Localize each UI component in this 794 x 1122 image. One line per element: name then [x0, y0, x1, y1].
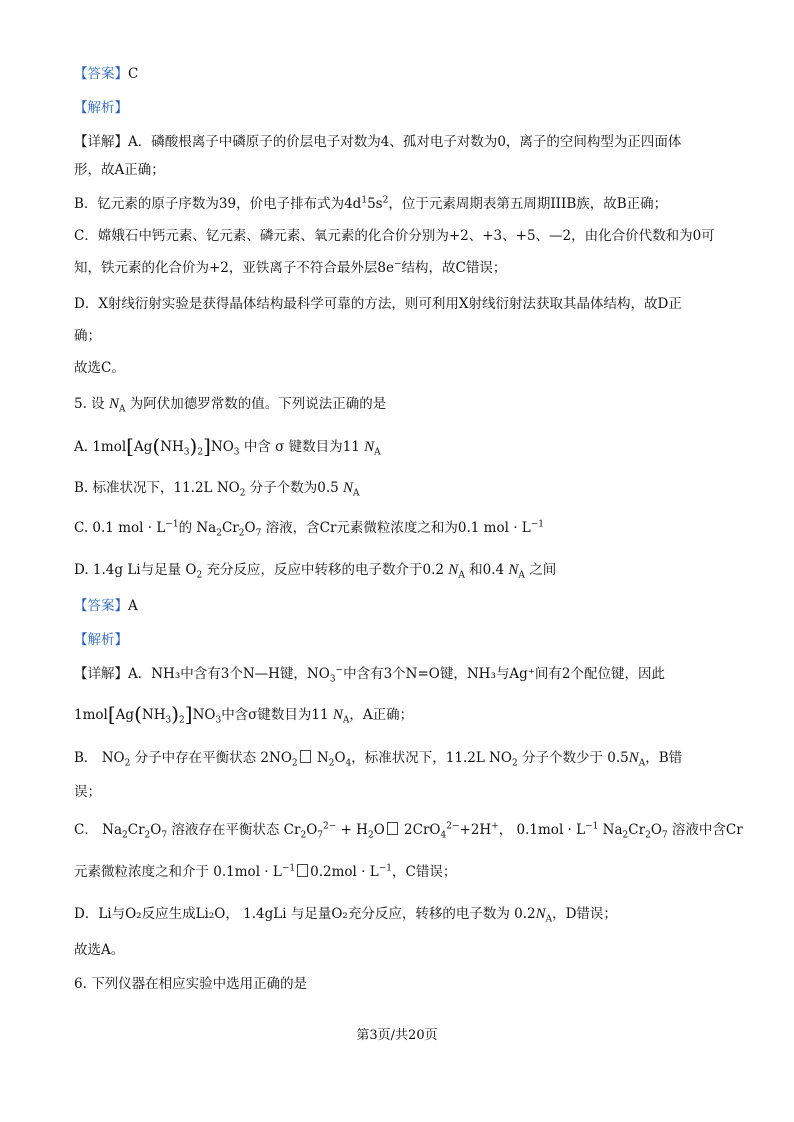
q5-answer-line: 【答案】A — [74, 598, 138, 614]
q5-detail-c-1: C． $Na_2Cr_2O_7$ 溶液存在平衡状态 $Cr_2O_7^{2-} + H_2O$ 2CrO$_4^{2-}$+2H+， $0.1mol \cdot L^{-1}$ $Na_2Cr_2O_7$ 溶液中含Cr — [74, 821, 743, 841]
q4-detail-a-1: 【详解】A．磷酸根离子中磷原子的价层电子对数为4、孤对电子对数为0，离子的空间构型为正四面体 — [74, 134, 682, 150]
q4-answer-line — [74, 64, 734, 84]
q4-detail-c-1: C．嫦娥石中钙元素、钇元素、磷元素、氧元素的化合价分别为+2、+3、+5、—2，由化合价代数和为0可 — [74, 228, 715, 244]
answer-label: 【答案】 — [74, 66, 128, 82]
q5-analysis-line: 【解析】 — [74, 632, 128, 648]
q5-option-b: B. 标准状况下，11.2L $NO_2$ 分子个数为0.5 $N_A$ — [74, 480, 360, 499]
q5-answer-value: A — [128, 598, 138, 614]
q4-analysis-line — [74, 98, 734, 118]
q4-detail-c-2: 知，铁元素的化合价为+2，亚铁离子不符合最外层8e−结构，故C错误； — [74, 259, 507, 276]
q5-detail-a-1: 【详解】A．NH₃中含有3个N—H键，$NO_3^-$中含有3个N=O键，NH₃与Ag⁺间有2个配位键，因此 — [74, 665, 665, 685]
q5-option-a: A. $1mol[Ag(NH_3)_2]NO_3$ 中含 σ 键数目为11 $N_A$ — [74, 434, 381, 458]
q5-detail-a-2: $1mol[Ag(NH_3)_2]NO_3$中含σ键数目为11 $N_A$，A正确； — [74, 702, 414, 726]
equilibrium-arrow-icon — [300, 750, 311, 763]
q4-detail-a-2: 形，故A正确； — [74, 162, 165, 178]
detail-label: 【详解】 — [74, 134, 128, 150]
q4-conclusion: 故选C。 — [74, 360, 125, 376]
q6-stem: 6. 下列仪器在相应实验中选用正确的是 — [74, 976, 308, 992]
equilibrium-arrow-icon — [387, 822, 398, 835]
q5-option-c: C. 0.1 mol · $L^{-1}$的 $Na_2Cr_2O_7$ 溶液，含Cr元素微粒浓度之和为0.1 mol · $L^{-1}$ — [74, 519, 545, 539]
q4-detail-d-2: 确； — [74, 328, 101, 344]
q5-option-d: D. 1.4g Li与足量 $O_2$ 充分反应，反应中转移的电子数介于0.2 $N_A$ 和0.4 $N_A$ 之间 — [74, 562, 557, 581]
q5-conclusion: 故选A。 — [74, 942, 125, 958]
q5-detail-b-1: B． $NO_2$ 分子中存在平衡状态 $2NO_2$ $N_2O_4$，标准状况下，11.2L $NO_2$ 分子个数少于 $0.5N_A$，B错 — [74, 750, 683, 769]
tilde-placeholder-icon — [297, 864, 308, 877]
q5-detail-c-2: 元素微粒浓度之和介于 $0.1mol \cdot L^{-1}$ $0.2mol \cdot L^{-1}$，C错误； — [74, 863, 457, 880]
q5-stem: 5. 设 $N_A$ 为阿伏加德罗常数的值。下列说法正确的是 — [74, 396, 387, 415]
page-number: 第3页/共20页 — [356, 1028, 438, 1043]
analysis-label: 【解析】 — [74, 100, 128, 116]
q5-detail-b-2: 误； — [74, 784, 101, 800]
q4-detail-b: B．钇元素的原子序数为39，价电子排布式为$4d^15s^2$，位于元素周期表第五周期IIIB族，故B正确； — [74, 195, 668, 212]
q4-detail-d-1: D．X射线衍射实验是获得晶体结构最科学可靠的方法，则可利用X射线衍射法获取其晶体结构，故D正 — [74, 296, 682, 312]
q5-detail-d: D．Li与O₂反应生成Li₂O， 1.4gLi 与足量O₂充分反应，转移的电子数为 $0.2N_A$，D错误； — [74, 906, 617, 925]
q4-answer-value: C — [128, 66, 139, 82]
